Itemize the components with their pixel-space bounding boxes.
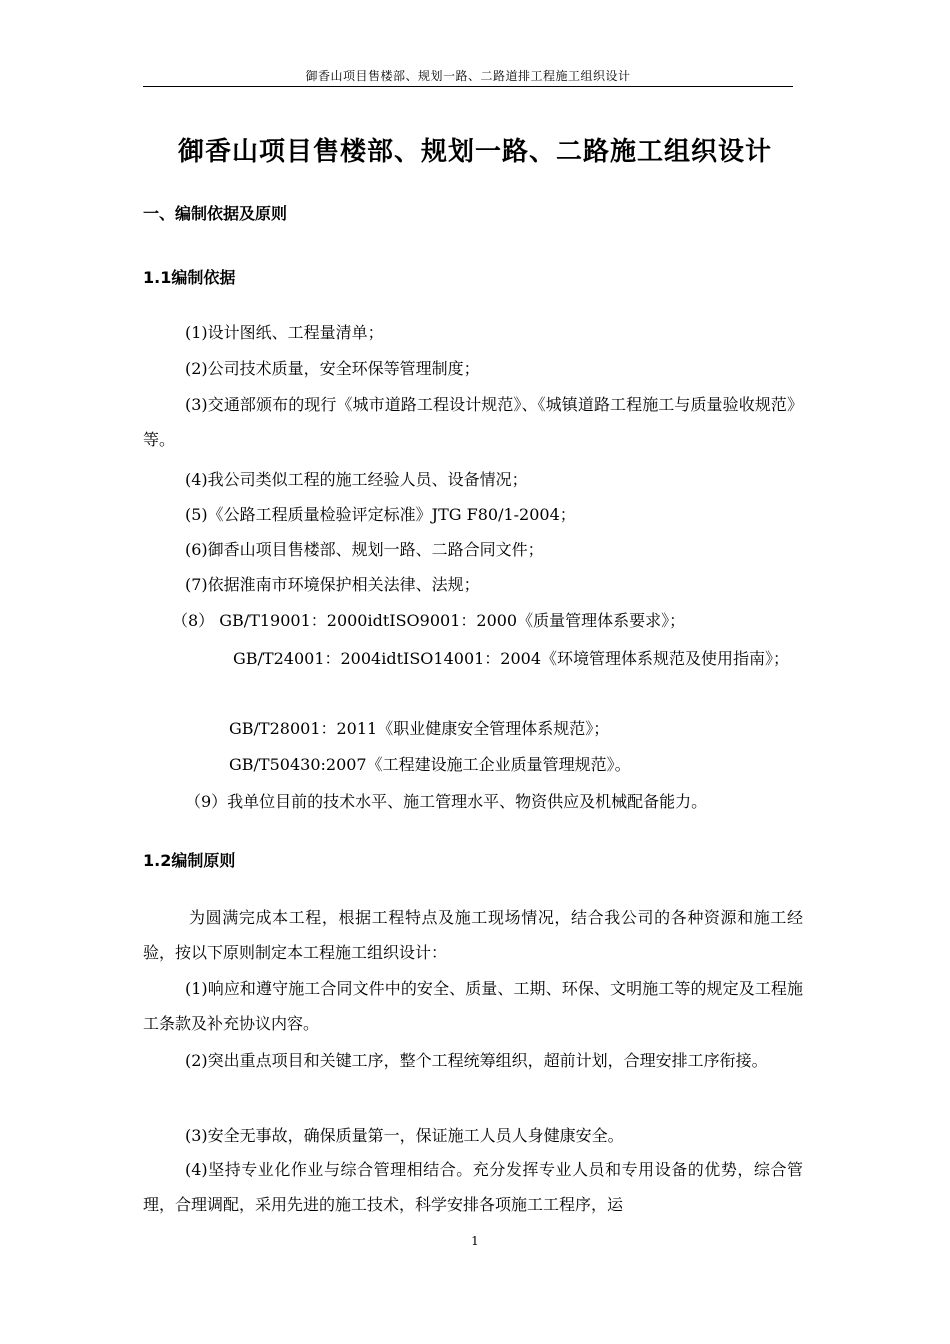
basis-item: (6)御香山项目售楼部、规划一路、二路合同文件； — [185, 540, 544, 559]
basis-item: (1)设计图纸、工程量清单； — [185, 323, 384, 342]
subsection-heading-basis: 1.1编制依据 — [143, 268, 236, 287]
basis-item: （8） GB/T19001：2000idtISO9001：2000《质量管理体系要求》； — [172, 611, 686, 630]
section-heading: 一、编制依据及原则 — [143, 204, 288, 223]
basis-item: GB/T24001：2004idtISO14001：2004《环境管理体系规范及使用指南》； — [233, 649, 790, 668]
basis-item: GB/T50430:2007《工程建设施工企业质量管理规范》。 — [229, 755, 631, 774]
running-header: 御香山项目售楼部、规划一路、二路道排工程施工组织设计 — [305, 69, 631, 83]
principles-intro: 为圆满完成本工程，根据工程特点及施工现场情况，结合我公司的各种资源和施工经验，按以下原则制定本工程施工组织设计： — [143, 908, 803, 962]
principle-item: (4)坚持专业化作业与综合管理相结合。充分发挥专业人员和专用设备的优势，综合管理，合理调配，采用先进的施工技术，科学安排各项施工工程序，运 — [143, 1160, 803, 1214]
basis-item: (2)公司技术质量，安全环保等管理制度； — [185, 359, 480, 378]
basis-item: (5)《公路工程质量检验评定标准》JTG F80/1-2004； — [185, 505, 576, 524]
basis-item: GB/T28001：2011《职业健康安全管理体系规范》； — [229, 719, 610, 738]
document-title: 御香山项目售楼部、规划一路、二路施工组织设计 — [177, 137, 772, 167]
basis-item: （9）我单位目前的技术水平、施工管理水平、物资供应及机械配备能力。 — [185, 792, 708, 811]
basis-item: (4)我公司类似工程的施工经验人员、设备情况； — [185, 470, 528, 489]
page-number: 1 — [471, 1234, 479, 1248]
basis-item: (3)交通部颁布的现行《城市道路工程设计规范》、《城镇道路工程施工与质量验收规范》等。 — [143, 395, 803, 449]
principle-item: (2)突出重点项目和关键工序，整个工程统筹组织，超前计划，合理安排工序衔接。 — [185, 1051, 768, 1070]
principle-item: (1)响应和遵守施工合同文件中的安全、质量、工期、环保、文明施工等的规定及工程施工条款及补充协议内容。 — [143, 979, 803, 1033]
subsection-heading-principles: 1.2编制原则 — [143, 851, 236, 870]
basis-item: (7)依据淮南市环境保护相关法律、法规； — [185, 575, 480, 594]
header-rule — [143, 86, 793, 87]
principle-item: (3)安全无事故，确保质量第一，保证施工人员人身健康安全。 — [185, 1126, 624, 1145]
